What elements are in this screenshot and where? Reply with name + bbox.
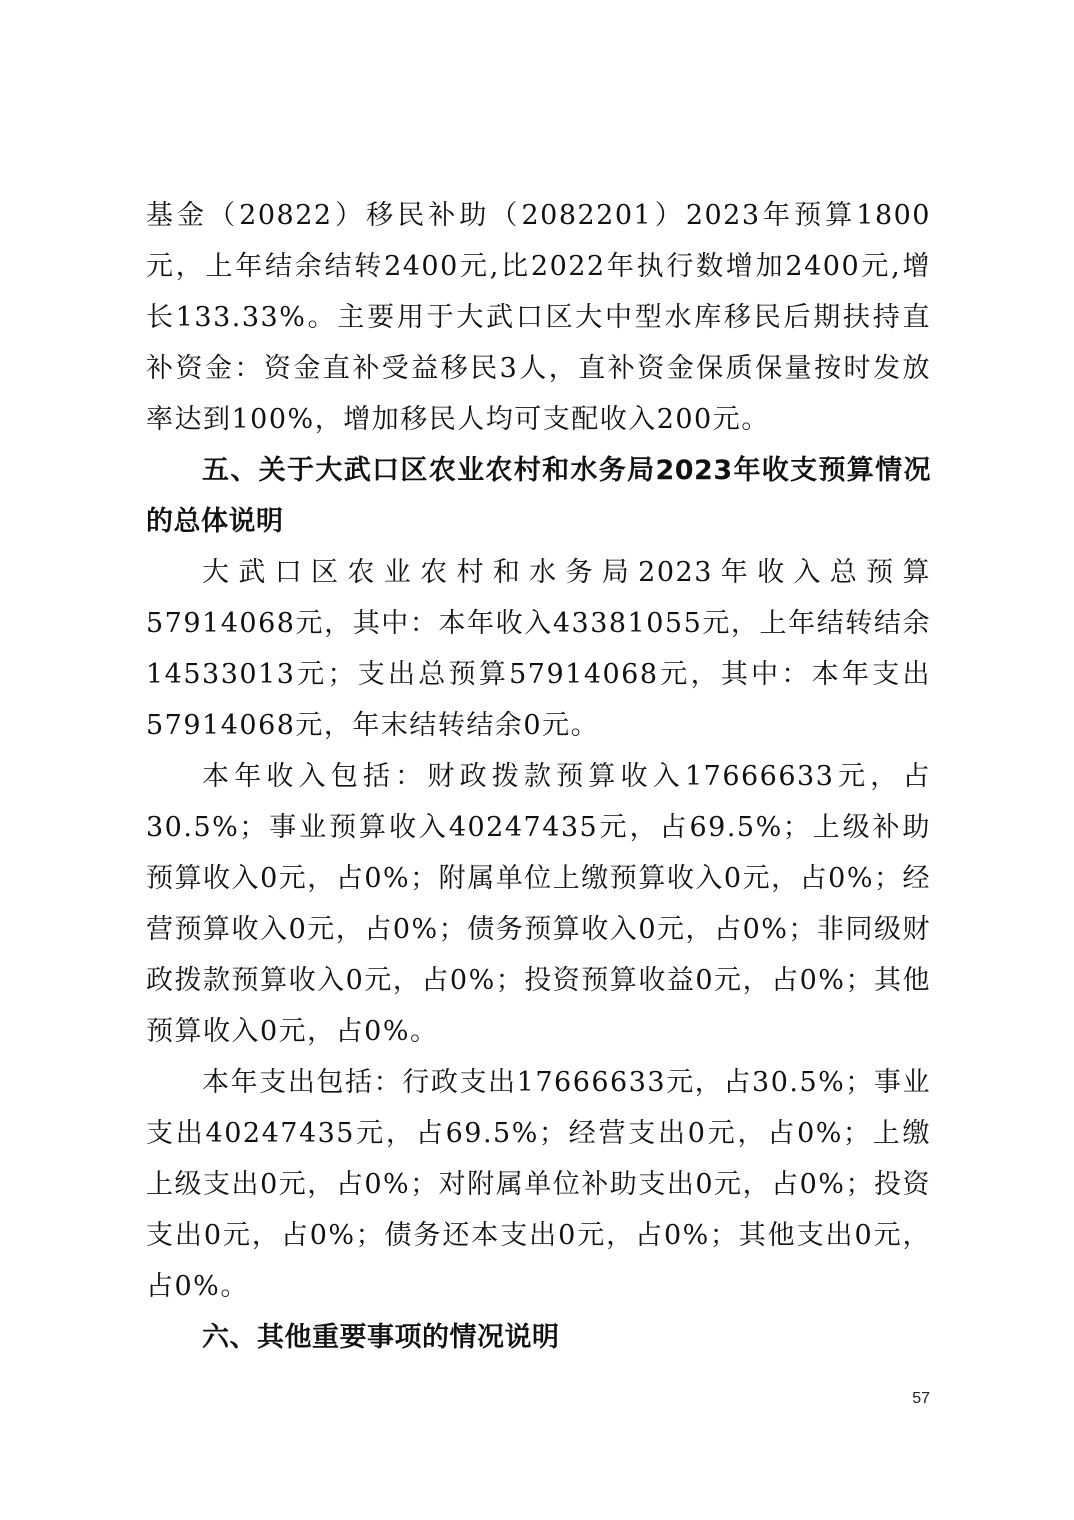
section-heading-five: 五、关于大武口区农业农村和水务局2023年收支预算情况的总体说明: [146, 455, 931, 537]
paragraph-migrant-subsidy: 基金（20822）移民补助（2082201）2023年预算1800元，上年结余结转2400元,比2022年执行数增加2400元,增长133.33%。主要用于大武口区大中型水库移民后期扶持直补资金：资金直补受益移民3人，直补资金保质保量按时发放率达到100%，增加移民人均可支配收入200元。: [146, 200, 931, 435]
page-number: 57: [912, 1390, 930, 1407]
paragraph-budget-overview: 大武口区农业农村和水务局2023年收入总预算57914068元，其中：本年收入43381055元，上年结转结余14533013元；支出总预算57914068元，其中：本年支出57914068元，年末结转结余0元。: [146, 557, 931, 741]
document-body: [146, 190, 931, 1363]
paragraph-expenditure-breakdown: 本年支出包括：行政支出17666633元，占30.5%；事业支出40247435元，占69.5%；经营支出0元，占0%；上缴上级支出0元，占0%；对附属单位补助支出0元，占0%；投资支出0元，占0%；债务还本支出0元，占0%；其他支出0元，占0%。: [146, 1067, 931, 1302]
section-heading-six: 六、其他重要事项的情况说明: [202, 1322, 560, 1353]
paragraph-income-breakdown: 本年收入包括：财政拨款预算收入17666633元，占30.5%；事业预算收入40247435元，占69.5%；上级补助预算收入0元，占0%；附属单位上缴预算收入0元，占0%；经营预算收入0元，占0%；债务预算收入0元，占0%；非同级财政拨款预算收入0元，占0%；投资预算收益0元，占0%；其他预算收入0元，占0%。: [146, 761, 931, 1047]
